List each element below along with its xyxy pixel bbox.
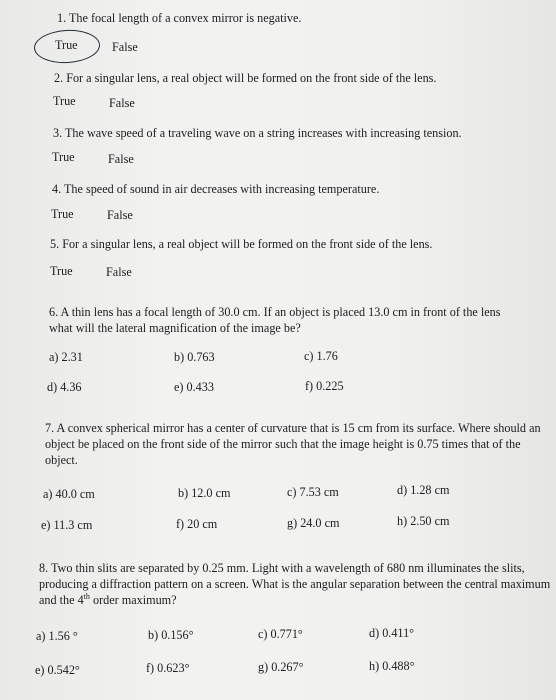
question-6-text: 6. A thin lens has a focal length of 30.0 cm. If an object is placed 13.0 cm in front of the lens what will the lateral magnification of the image be? [49,305,501,335]
q8-option-d[interactable]: d) 0.411° [369,626,415,640]
q7-option-b[interactable]: b) 12.0 cm [178,486,231,500]
question-3-text: 3. The wave speed of a traveling wave on a string increases with increasing tension. [53,126,462,140]
q7-option-f[interactable]: f) 20 cm [176,517,218,531]
q8-option-c[interactable]: c) 0.771° [258,627,303,641]
q1-true[interactable]: True [55,38,78,52]
q5-true[interactable]: True [50,264,73,278]
q8-option-f[interactable]: f) 0.623° [146,661,190,675]
q6-option-e[interactable]: e) 0.433 [174,380,214,394]
q4-true[interactable]: True [51,207,74,221]
question-5-text: 5. For a singular lens, a real object will be formed on the front side of the lens. [50,237,433,251]
q8-option-g[interactable]: g) 0.267° [258,660,304,674]
q8-option-h[interactable]: h) 0.488° [369,659,415,673]
q6-option-a[interactable]: a) 2.31 [49,350,83,364]
q3-true[interactable]: True [52,150,75,164]
q4-false[interactable]: False [107,208,133,222]
q6-option-f[interactable]: f) 0.225 [305,379,344,393]
q8-superscript: th [83,591,90,601]
q8-option-b[interactable]: b) 0.156° [148,628,194,642]
q6-option-c[interactable]: c) 1.76 [304,349,338,363]
question-2-text: 2. For a singular lens, a real object will be formed on the front side of the lens. [54,71,437,85]
q7-option-d[interactable]: d) 1.28 cm [397,483,450,497]
q6-option-b[interactable]: b) 0.763 [174,350,215,364]
q8-option-a[interactable]: a) 1.56 ° [36,629,78,643]
q3-false[interactable]: False [108,152,134,166]
q5-false[interactable]: False [106,265,132,279]
q6-option-d[interactable]: d) 4.36 [47,380,82,394]
question-1-text: 1. The focal length of a convex mirror is negative. [57,11,302,25]
question-4-text: 4. The speed of sound in air decreases with increasing temperature. [52,182,380,196]
q2-true[interactable]: True [53,94,76,108]
q7-option-a[interactable]: a) 40.0 cm [43,487,95,501]
q8-text-end: order maximum? [89,593,177,607]
q7-option-g[interactable]: g) 24.0 cm [287,516,340,530]
question-8-text [39,560,551,608]
question-7-text: 7. A convex spherical mirror has a center of curvature that is 15 cm from its surface. Where should an object be placed on the front side of the mirror such that the image height is 0.75 times that of the object. [45,421,541,467]
q8-text-main: 8. Two thin slits are separated by 0.25 mm. Light with a wavelength of 680 nm illuminates the slits, producing a diffraction pattern on a screen. What is the angular separation between the central maximum and the 4 [39,561,551,607]
q7-option-c[interactable]: c) 7.53 cm [287,485,339,499]
q7-option-h[interactable]: h) 2.50 cm [397,514,450,528]
q7-option-e[interactable]: e) 11.3 cm [41,518,93,532]
q1-false[interactable]: False [112,40,138,54]
q8-option-e[interactable]: e) 0.542° [35,663,80,677]
q2-false[interactable]: False [109,96,135,110]
